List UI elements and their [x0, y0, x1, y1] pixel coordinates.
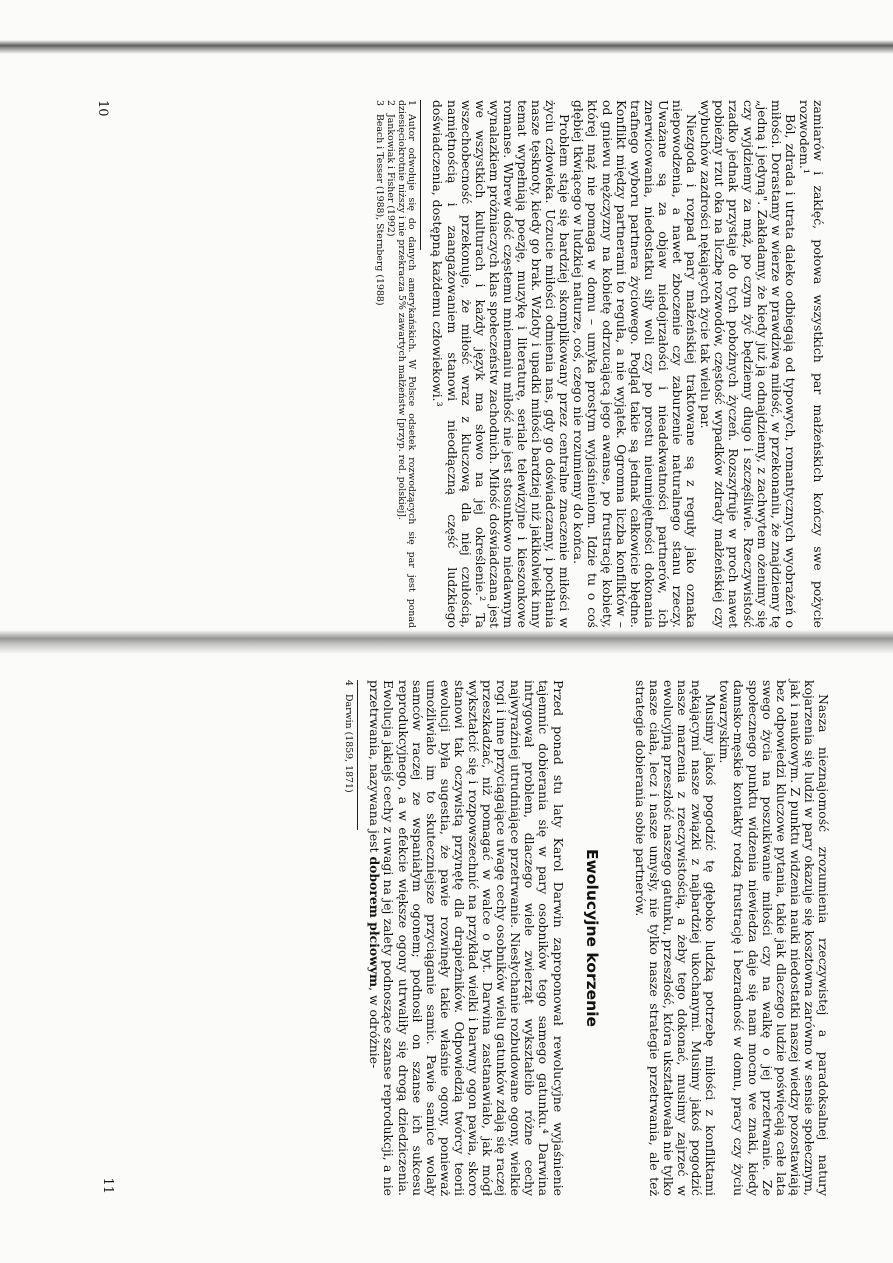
- paragraph: [367, 680, 564, 1196]
- footnote-text: Beach i Tesser (1988), Sternberg (1988): [373, 114, 385, 306]
- paragraph: Problem staje się bardziej skomplikowany przez centralne znaczenie miłości w życiu człowieka. Uczucie miłości odmienia nas, gdy go doświadczamy, i pochłania nasze tęsknoty, kiedy go brak. Wzloty i upadki miłości bardziej niż jakikolwiek inny temat wypełniają poezję, muzykę i literaturę, seriale telewizyjne i kieszonkowe romanse. Wbrew dość częstemu mniemaniu miłość nie jest stosunkowo niedawnym wynalazkiem próżniaczych klas społeczeństw zachodnich. Miłość doświadczana jest we wszystkich kulturach i każdy język ma słowo na jej określenie.² Ta wszechobecność przekonuje, że miłość wraz z kluczową dla niej czułością, namiętnością i zaangażowaniem stanowi nieodłączną część ludzkiego doświadczenia, dostępną każdemu człowiekowi.³: [430, 100, 573, 628]
- scan-edge-artifact: [0, 40, 893, 54]
- paragraph: zamiarów i zaklęć, połowa wszystkich par małżeńskich kończy swe pożycie rozwodem.¹: [796, 100, 826, 628]
- footnote: [395, 100, 417, 628]
- scan-gutter-artifact: [0, 630, 893, 654]
- paragraph: Nasza nieznajomość zrozumienia rzeczywistej a paradoksalnej natury kojarzenia się ludzi w pary okazuje się kosztowna zarówno w sensie społecznym, jak i naukowym. Z punktu widzenia nauki niedostatki naszej wiedzy pozostawiają bez odpowiedzi kluczowe pytania, takie jak dlaczego ludzie poświęcają całe lata swego życia na poszukiwanie miłości czy na walkę o jej przetrwanie. Ze społecznego punktu widzenia niewiedza daje się nam mocno we znaki, kiedy damsko-męskie kontakty rodzą frustrację i bezradność w domu, pracy czy życiu towarzyskim.: [717, 680, 831, 1196]
- footnote-text: Autor odwołuje się do danych amerykańskich. W Polsce odsetek rozwodzących się par jest ponad dziesięciokrotnie niższy i nie przekracza 5% zawartych małżeństw [przyp. red. polskiej].: [395, 100, 418, 628]
- footnote: [373, 100, 384, 628]
- page-number: 10: [95, 100, 111, 117]
- paragraph-text: , w odróżnie-: [367, 987, 383, 1069]
- footnote-rule: [357, 680, 358, 830]
- page-11: [100, 680, 830, 1196]
- footnote-text: Darwin (1859, 1871): [343, 694, 355, 793]
- footnote-number: 4: [343, 680, 355, 686]
- paragraph: Niezgoda i rozpad pary małżeńskiej traktowane są z reguły jako oznaka niepowodzenia, a nawet zboczenie czy zaburzenie naturalnego stanu rzeczy. Uważane są za objaw niedojrzałości i nieadekwatności partnerów, ich znerwicowania, niedostatku siły woli czy po prostu nieumiejętności dokonania trafnego wyboru partnera życiowego. Pogląd takie są jednak całkowicie błędne. Konflikt między partnerami to reguła, a nie wyjątek. Ogromna liczba konfliktów – od gniewu mężczyzny na kobietę odrzucającą jego awanse, po frustrację kobiety, której mąż nie pomaga w domu – umyka prostym wyjaśnieniom. Idzie tu o coś głębiej tkwiącego w ludzkiej naturze, coś, czego nie rozumiemy do końca.: [571, 100, 700, 628]
- paragraph: Musimy jakoś pogodzić tę głęboko ludzką potrzebę miłości z konfliktami nękającymi nasze związki z najbardziej ukochanymi. Musimy jakoś pogodzić nasze marzenia z rzeczywistością, a żeby tego dokonać, musimy zajrzeć w ewolucyjną przeszłość naszego gatunku, przeszłość, która ukształtowała nie tylko nasze ciała, lecz i nasze umysły, nie tylko nasze strategie przetrwania, ale też strategie dobierania sobie partnerów.: [632, 680, 719, 1196]
- paragraph-text: Przed ponad stu laty Karol Darwin zaproponował rewolucyjne wyjaśnienie tajemnic dobierania się w pary osobników tego samego gatunku.⁴ Darwina intrygował problem, dlaczego wiele zwierząt wykształciło różne cechy najwyraźniej utrudniające przetrwanie. Niesłychanie rozbudowane ogony, wielkie rogi i inne przyciągające uwagę cechy osobników wielu gatunków zdają się raczej przeszkadzać, niż pomagać w walce o byt. Darwina zastanawiało, jak mógł wykształcić się i rozpowszechnić na przykład wielki i barwny ogon pawia, skoro stanowi tak oczywistą przynętę dla drapieżników. Odpowiedzią twórcy teorii ewolucji była sugestia, że pawie rozwinęły takie właśnie ogony, ponieważ umożliwiało im to skuteczniejsze przyciąganie samic. Pawie samice wolały samców raczej ze wspaniałym ogonem; podnosił on szanse ich sukcesu reprodukcyjnego, a w efekcie większe ogony utrwaliły się drogą dziedziczenia. Ewolucja jakiejś cechy z uwagi na jej zalety podnoszące szanse reprodukcji, a nie przetrwania, nazywana jest: [367, 680, 566, 1196]
- footnote-number: 3: [373, 100, 385, 106]
- footnote-rule: [420, 100, 421, 250]
- bold-term: doborem płciowym: [367, 856, 383, 988]
- page-number: 11: [100, 1177, 116, 1194]
- footnote-text: Jankowiak i Fisher (1992): [384, 114, 396, 237]
- footnote-number: 1: [406, 100, 418, 106]
- footnote: [342, 680, 353, 1196]
- footnote-number: 2: [384, 100, 396, 106]
- page-10: [95, 100, 825, 628]
- section-heading: Ewolucyjne korzenie: [582, 848, 601, 1028]
- paragraph: Ból, zdrada i utrata daleko odbiegają od typowych, romantycznych wyobrażeń o miłości. Dorastamy w wierze w prawdziwą miłość, w przekonaniu, że znajdziemy tę „jedną i jedyną". Zakładamy, że kiedy już ją odnajdziemy, z zachwytem ożenimy się czy wyjdziemy za mąż, po czym żyć będziemy długo i szczęśliwie. Rzeczywistość rzadko jednak przystaje do tych pobożnych życzeń. Rozszyfruje w proch nawet pobieżny rzut oka na liczbę rozwodów, częstość wypadków zdrady małżeńskiej czy wybuchów zazdrości nękających życie tak wielu par.: [698, 100, 798, 628]
- footnote: [384, 100, 395, 628]
